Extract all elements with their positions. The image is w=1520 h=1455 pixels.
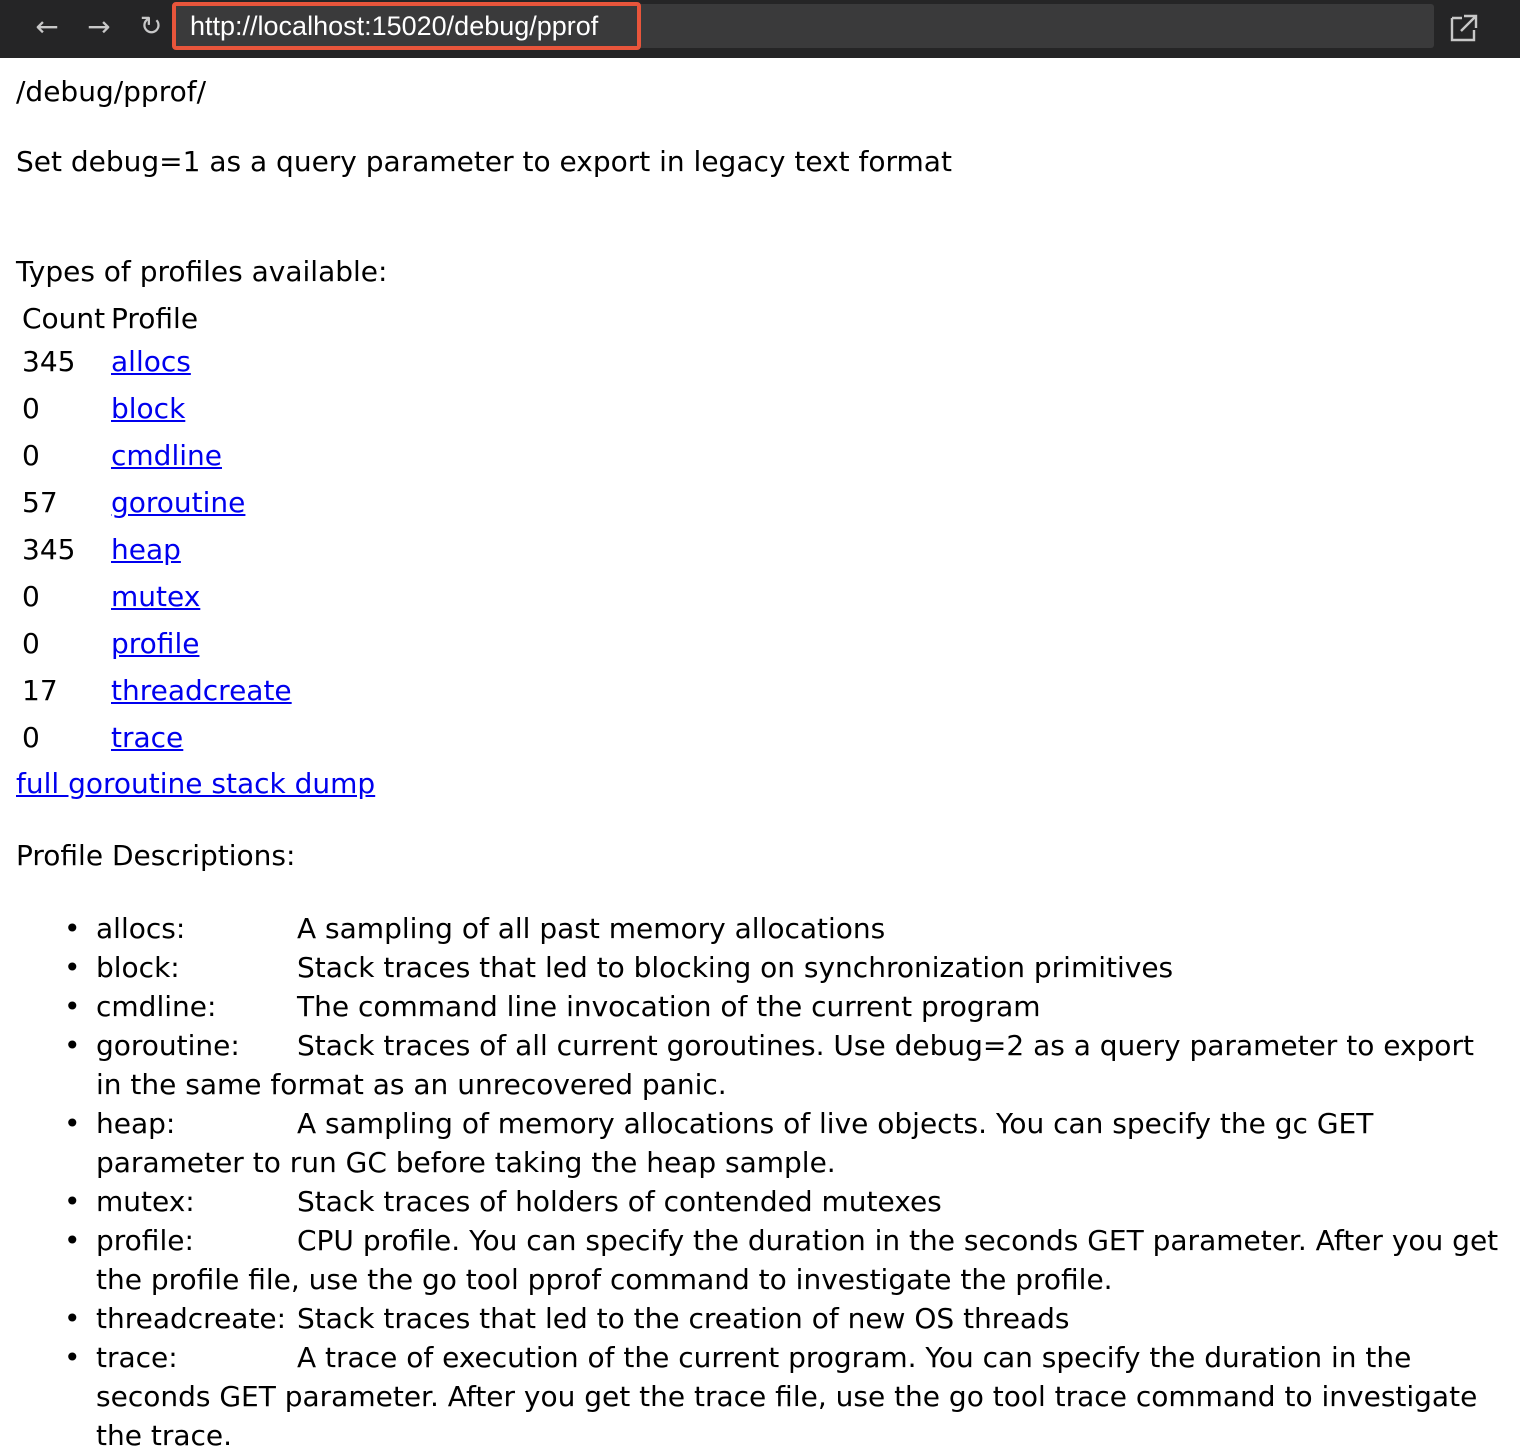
list-item [64,1221,1508,1299]
description-term: goroutine: [96,1029,240,1062]
description-text: A sampling of memory allocations of live objects. You can specify the gc GET parameter to run GC before taking the heap sample. [96,1107,1374,1179]
back-arrow-icon[interactable]: ← [35,10,59,43]
description-text: A trace of execution of the current program. You can specify the duration in the seconds GET parameter. After you get the trace file, use the go tool trace command to investigate the trace. [96,1341,1478,1452]
list-item [64,1026,1508,1104]
types-label: Types of profiles available: [16,255,388,288]
description-text: The command line invocation of the current program [297,990,1041,1023]
debug-note: Set debug=1 as a query parameter to export in legacy text format [16,145,952,178]
profile-link-profile[interactable]: profile [111,627,200,660]
profile-count: 0 [22,439,40,472]
description-term: allocs: [96,912,186,945]
descriptions-list [64,909,1508,1455]
goroutine-dump-link[interactable]: full goroutine stack dump [16,767,376,800]
bullet-icon: • [64,912,81,945]
description-text: Stack traces of holders of contended mutexes [297,1185,942,1218]
url-text[interactable]: http://localhost:15020/debug/pprof [190,11,599,41]
bullet-icon: • [64,1341,81,1374]
bullet-icon: • [64,1224,81,1257]
open-external-icon[interactable] [1448,12,1480,44]
profile-count: 57 [22,486,58,519]
profile-count: 0 [22,580,40,613]
descriptions-label: Profile Descriptions: [16,839,296,872]
list-item [64,909,1508,948]
profile-header: Profile [111,302,199,335]
list-item [64,1299,1508,1338]
profile-count: 0 [22,392,40,425]
description-term: block: [96,951,180,984]
profile-link-block[interactable]: block [111,392,186,425]
description-term: profile: [96,1224,194,1257]
forward-arrow-icon[interactable]: → [87,10,111,43]
profile-link-cmdline[interactable]: cmdline [111,439,222,472]
list-item [64,1338,1508,1455]
profile-count: 0 [22,627,40,660]
description-term: threadcreate: [96,1302,287,1335]
list-item [64,1182,1508,1221]
browser-toolbar [0,0,1520,58]
list-item [64,1104,1508,1182]
list-item [64,948,1508,987]
profile-count: 345 [22,345,76,378]
profile-count: 17 [22,674,58,707]
page-title: /debug/pprof/ [16,75,207,108]
bullet-icon: • [64,1029,81,1062]
description-term: cmdline: [96,990,217,1023]
description-term: heap: [96,1107,176,1140]
bullet-icon: • [64,1107,81,1140]
bullet-icon: • [64,1302,81,1335]
reload-icon[interactable]: ↻ [139,11,163,42]
description-text: CPU profile. You can specify the duration in the seconds GET parameter. After you get the profile file, use the go tool pprof command to investigate the profile. [96,1224,1499,1296]
description-term: mutex: [96,1185,195,1218]
list-item [64,987,1508,1026]
profile-link-goroutine[interactable]: goroutine [111,486,246,519]
profile-count: 0 [22,721,40,754]
description-text: Stack traces of all current goroutines. Use debug=2 as a query parameter to export in the same format as an unrecovered panic. [96,1029,1474,1101]
profile-link-allocs[interactable]: allocs [111,345,191,378]
description-text: Stack traces that led to blocking on synchronization primitives [297,951,1174,984]
profile-link-threadcreate[interactable]: threadcreate [111,674,292,707]
description-text: A sampling of all past memory allocations [297,912,886,945]
profile-link-trace[interactable]: trace [111,721,184,754]
profile-link-mutex[interactable]: mutex [111,580,201,613]
bullet-icon: • [64,1185,81,1218]
bullet-icon: • [64,990,81,1023]
profile-link-heap[interactable]: heap [111,533,181,566]
description-text: Stack traces that led to the creation of new OS threads [297,1302,1070,1335]
description-term: trace: [96,1341,178,1374]
profile-count: 345 [22,533,76,566]
bullet-icon: • [64,951,81,984]
count-header: Count [22,302,106,335]
